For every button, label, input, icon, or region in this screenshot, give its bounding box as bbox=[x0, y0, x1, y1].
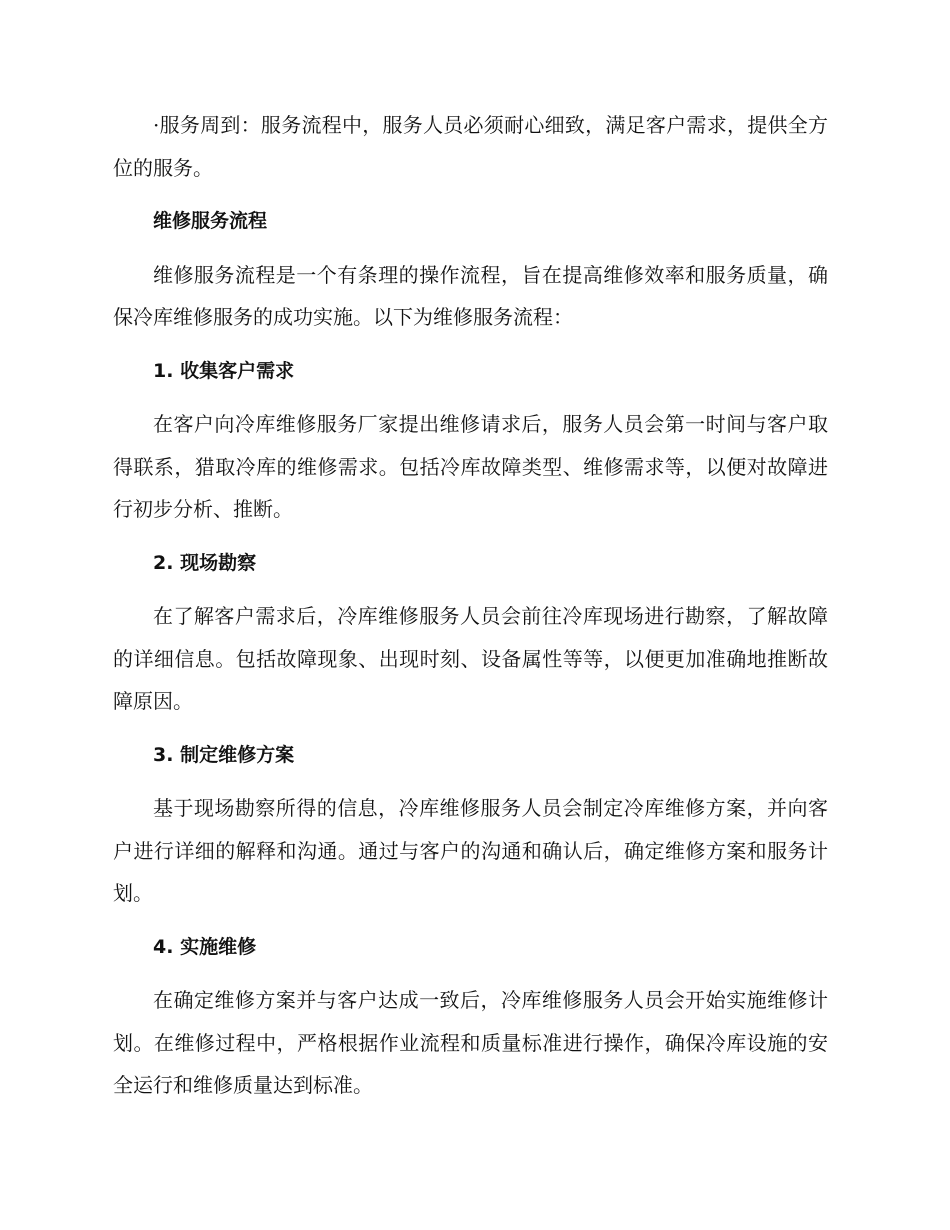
section-heading: 维修服务流程 bbox=[153, 210, 268, 232]
document-content bbox=[113, 104, 828, 1118]
bullet-paragraph bbox=[113, 104, 828, 189]
step-title: 制定维修方案 bbox=[180, 743, 295, 766]
step-number: 4. bbox=[153, 935, 174, 958]
step-heading-3 bbox=[113, 734, 828, 777]
step-heading-2 bbox=[113, 542, 828, 585]
step-number: 2. bbox=[153, 551, 174, 574]
step-title: 收集客户需求 bbox=[180, 359, 295, 382]
step-body-1: 在客户向冷库维修服务厂家提出维修请求后，服务人员会第一时间与客户取得联系，猎取冷库的维修需求。包括冷库故障类型、维修需求等，以便对故障进行初步分析、推断。 bbox=[113, 412, 828, 521]
step-body-2: 在了解客户需求后，冷库维修服务人员会前往冷库现场进行勘察，了解故障的详细信息。包括故障现象、出现时刻、设备属性等等，以便更加准确地推断故障原因。 bbox=[113, 604, 828, 713]
step-heading-4 bbox=[113, 926, 828, 969]
step-number: 3. bbox=[153, 743, 174, 766]
step-number: 1. bbox=[153, 359, 174, 382]
step-title: 实施维修 bbox=[180, 935, 257, 958]
step-body-4: 在确定维修方案并与客户达成一致后，冷库维修服务人员会开始实施维修计划。在维修过程中，严格根据作业流程和质量标准进行操作，确保冷库设施的安全运行和维修质量达到标准。 bbox=[113, 988, 828, 1097]
step-heading-1 bbox=[113, 350, 828, 393]
step-title: 现场勘察 bbox=[180, 551, 257, 574]
section-intro: 维修服务流程是一个有条理的操作流程，旨在提高维修效率和服务质量，确保冷库维修服务的成功实施。以下为维修服务流程： bbox=[113, 262, 828, 329]
step-body-3: 基于现场勘察所得的信息，冷库维修服务人员会制定冷库维修方案，并向客户进行详细的解释和沟通。通过与客户的沟通和确认后，确定维修方案和服务计划。 bbox=[113, 796, 828, 905]
bullet-text: ·服务周到：服务流程中，服务人员必须耐心细致，满足客户需求，提供全方位的服务。 bbox=[113, 113, 828, 180]
